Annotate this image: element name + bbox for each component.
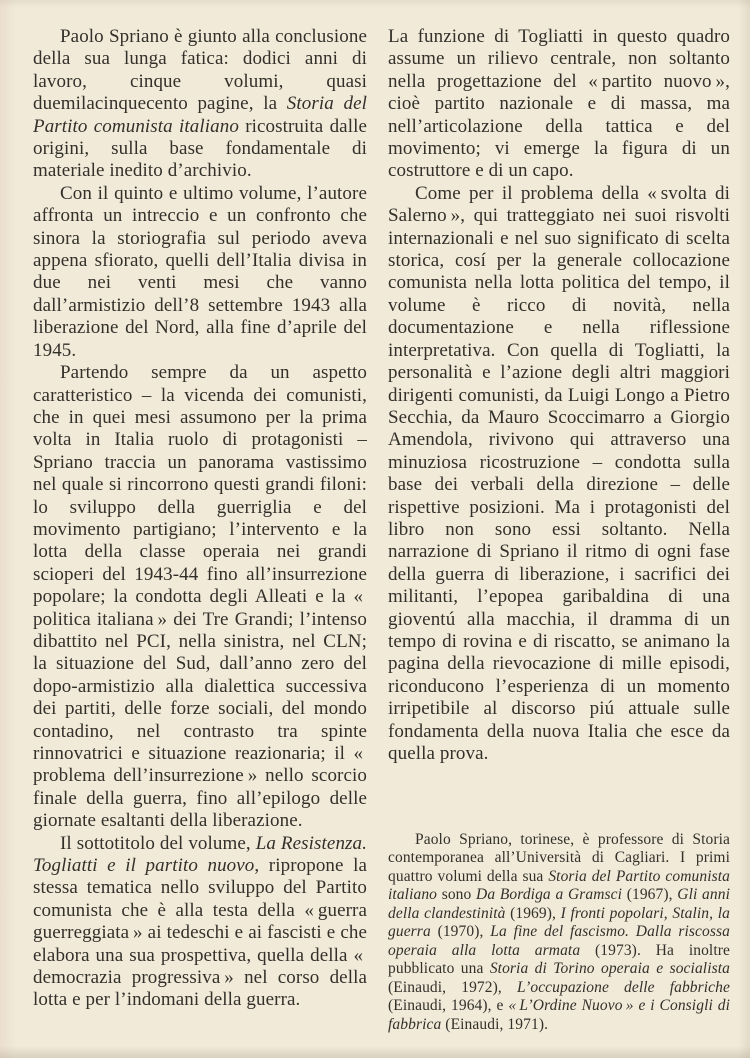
paragraph bbox=[388, 26, 730, 183]
two-column-layout bbox=[33, 26, 730, 1036]
text-run: Paolo Spriano è giunto alla conclusione della sua lunga fatica: dodici anni di lavoro, cinque volumi, quasi duemilacinquecento pagine, la bbox=[33, 26, 367, 115]
text-run: ricostruita dalle origini, sulla base fondamentale di materiale inedito d’archivio. bbox=[33, 115, 367, 182]
text-run: Come per il problema della « svolta di Salerno », qui tratteggiato nei suoi risvolti internazionali e nel suo significato di scelta storica, cosí per la generale collocazione comunista nella lotta politica del tempo, il volume è ricco di novità, nella documentazione e nella riflessione interpretativa. Con quella di Togliatti, la personalità e l’azione degli altri maggiori dirigenti comunisti, da Luigi Longo a Pietro Secchia, da Mauro Scoccimarro a Giorgio Amendola, rivivono qui attraverso una minuziosa ricostruzione – condotta sulla base dei verbali della direzione – delle rispettive posizioni. Ma i protagonisti del libro non sono essi soltanto. Nella narrazione di Spriano il ritmo di ogni fase della guerra di liberazione, i sacrifici dei militanti, l’epopea garibaldina di una gioventú alla macchia, il dramma di un tempo di rovina e di riscatto, se animano la pagina della rievocazione di mille episodi, riconducono l’esperienza di un momento irripetibile al discorso piú attuale sulle fondamenta della nuova Italia che esce da quella prova. bbox=[388, 182, 730, 764]
text-run: (1970), bbox=[430, 923, 491, 940]
text-run: (Einaudi, 1971). bbox=[441, 1015, 549, 1033]
right-text-column bbox=[388, 26, 730, 1036]
text-run: (1967), bbox=[622, 886, 678, 903]
paragraph bbox=[388, 831, 730, 1035]
italic-title-run: Storia del Partito comunista italiano bbox=[33, 93, 367, 137]
text-run: (1973). Ha inoltre pubblicato una bbox=[388, 941, 730, 977]
author-bio bbox=[388, 831, 730, 1037]
left-text-column bbox=[33, 26, 367, 1036]
paragraph bbox=[388, 183, 730, 766]
text-run: (1969), bbox=[505, 904, 561, 922]
text-run: , ripropone la stessa tematica nello sviluppo del Partito comunista che è alla testa della « guerra guerreggiata » ai tedeschi e ai fascisti e che elabora una sua prospettiva, quella della « democrazia progressiva » nel corso della lotta e per l’indomani della guerra. bbox=[33, 855, 367, 1011]
text-run: sono bbox=[437, 886, 477, 903]
paragraph bbox=[33, 362, 367, 833]
right-column-main-text bbox=[388, 26, 730, 765]
italic-title-run: « L’Ordine Nuovo » e i Consigli di fabbrica bbox=[388, 997, 730, 1033]
text-run: Partendo sempre da un aspetto caratteristico – la vicenda dei comunisti, che in quei mesi assumono per la prima volta in Italia ruolo di protagonisti – Spriano traccia un panorama vastissimo nel quale si rincorrono questi grandi filoni: lo sviluppo della guerriglia e del movimento partigiano; l’intervento e la lotta della classe operaia nei grandi scioperi del 1943-44 fino all’insurrezione popolare; la condotta degli Alleati e la « politica italiana » dei Tre Grandi; l’intenso dibattito nel PCI, nella sinistra, nel CLN; la situazione del Sud, dall’anno zero del dopo-armistizio alla dialettica successiva dei partiti, delle forze sociali, del mondo contadino, nel contrasto tra spinte rinnovatrici e situazione reazionaria; il « problema dell’insurrezione » nello scorcio finale della guerra, fino all’epilogo delle giornate esaltanti della liberazione. bbox=[33, 362, 367, 832]
italic-title-run: Storia del Partito comunista italiano bbox=[388, 867, 730, 903]
paragraph bbox=[33, 183, 367, 362]
italic-title-run: La fine del fascismo. Dalla riscossa operaia alla lotta armata bbox=[388, 923, 730, 959]
italic-title-run: Storia di Torino operaia e socialista bbox=[489, 960, 730, 977]
text-run: Paolo Spriano, torinese, è professore di Storia contemporanea all’Università di Cagliari. I primi quattro volumi della sua bbox=[388, 830, 730, 885]
paragraph bbox=[33, 833, 367, 1012]
italic-title-run: I fronti popolari, Stalin, la guerra bbox=[388, 904, 730, 940]
text-run: (Einaudi, 1972), bbox=[388, 978, 517, 996]
italic-title-run: La Resistenza. Togliatti e il partito nuovo bbox=[33, 832, 367, 877]
italic-title-run: L’occupazione delle fabbriche bbox=[516, 978, 730, 996]
italic-title-run: Da Bordiga a Gramsci bbox=[476, 886, 623, 903]
text-run: (Einaudi, 1964), e bbox=[388, 997, 509, 1014]
text-run: La funzione di Togliatti in questo quadro assume un rilievo centrale, non soltanto nella progettazione del « partito nuovo », cioè partito nazionale e di massa, ma nell’articolazione della tattica e del movimento; vi emerge la figura di un costruttore e di un capo. bbox=[388, 26, 730, 182]
text-run: Con il quinto e ultimo volume, l’autore affronta un intreccio e un confronto che sinora la storiografia sul periodo aveva appena sfiorato, quelli dell’Italia divisa in due nei venti mesi che vanno dall’armistizio dell’8 settembre 1943 alla liberazione del Nord, alla fine d’aprile del 1945. bbox=[33, 182, 367, 361]
paragraph bbox=[33, 26, 367, 183]
text-run: Il sottotitolo del volume, bbox=[60, 832, 256, 854]
italic-title-run: Gli anni della clandestinità bbox=[388, 886, 730, 922]
